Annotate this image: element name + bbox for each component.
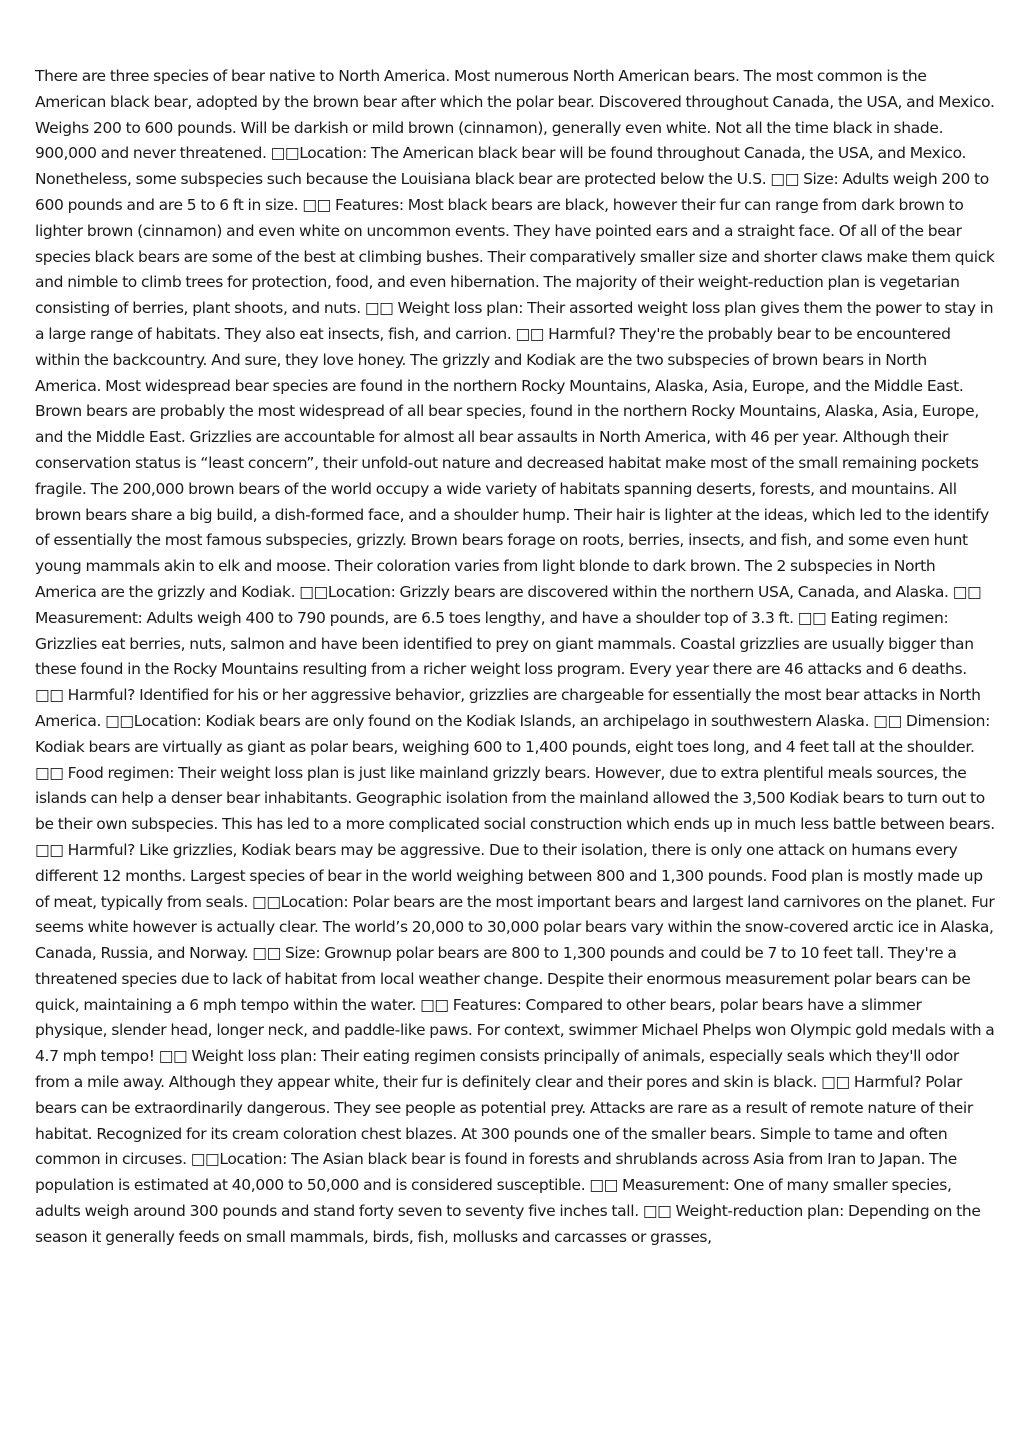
body-paragraph: There are three species of bear native to North America. Most numerous North American bears. The most common is the American black bear, adopted by the brown bear after which the polar bear. Discovered throughout Canada, the USA, and Mexico. Weighs 200 to 600 pounds. Will be darkish or mild brown (cinnamon), generally even white. Not all the time black in shade. 900,000 and never threatened. □□Location: The American black bear will be found throughout Canada, the USA, and Mexico. Nonetheless, some subspecies such because the Louisiana black bear are protected below the U.S. □□ Size: Adults weigh 200 to 600 pounds and are 5 to 6 ft in size. □□ Features: Most black bears are black, however their fur can range from dark brown to lighter brown (cinnamon) and even white on uncommon events. They have pointed ears and a straight face. Of all of the bear species black bears are some of the best at climbing bushes. Their comparatively smaller size and shorter claws make them quick and nimble to climb trees for protection, food, and even hibernation. The majority of their weight-reduction plan is vegetarian consisting of berries, plant shoots, and nuts. □□ Weight loss plan: Their assorted weight loss plan gives them the power to stay in a large range of habitats. They also eat insects, fish, and carrion. □□ Harmful? They're the probably bear to be encountered within the backcountry. And sure, they love honey. The grizzly and Kodiak are the two subspecies of brown bears in North America. Most widespread bear species are found in the northern Rocky Mountains, Alaska, Asia, Europe, and the Middle East. Brown bears are probably the most widespread of all bear species, found in the northern Rocky Mountains, Alaska, Asia, Europe, and the Middle East. Grizzlies are accountable for almost all bear assaults in North America, with 46 per year. Although their conservation status is “least concern”, their unfold-out nature and decreased habitat make most of the small remaining pockets fragile. The 200,000 brown bears of the world occupy a wide variety of habitats spanning deserts, forests, and mountains. All brown bears share a big build, a dish-formed face, and a shoulder hump. Their hair is lighter at the ideas, which led to the identify of essentially the most famous subspecies, grizzly. Brown bears forage on roots, berries, insects, and fish, and some even hunt young mammals akin to elk and moose. Their coloration varies from light blonde to dark brown. The 2 subspecies in North America are the grizzly and Kodiak. □□Location: Grizzly bears are discovered within the northern USA, Canada, and Alaska. □□ Measurement: Adults weigh 400 to 790 pounds, are 6.5 toes lengthy, and have a shoulder top of 3.3 ft. □□ Eating regimen: Grizzlies eat berries, nuts, salmon and have been identified to prey on giant mammals. Coastal grizzlies are usually bigger than these found in the Rocky Mountains resulting from a richer weight loss program. Every year there are 46 attacks and 6 deaths. □□ Harmful? Identified for his or her aggressive behavior, grizzlies are chargeable for essentially the most bear attacks in North America. □□Location: Kodiak bears are only found on the Kodiak Islands, an archipelago in southwestern Alaska. □□ Dimension: Kodiak bears are virtually as giant as polar bears, weighing 600 to 1,400 pounds, eight toes long, and 4 feet tall at the shoulder. □□ Food regimen: Their weight loss plan is just like mainland grizzly bears. However, due to extra plentiful meals sources, the islands can help a denser bear inhabitants. Geographic isolation from the mainland allowed the 3,500 Kodiak bears to turn out to be their own subspecies. This has led to a more complicated social construction which ends up in much less battle between bears. □□ Harmful? Like grizzlies, Kodiak bears may be aggressive. Due to their isolation, there is only one attack on humans every different 12 months. Largest species of bear in the world weighing between 800 and 1,300 pounds. Food plan is mostly made up of meat, typically from seals. □□Location: Polar bears are the most important bears and largest land carnivores on the planet. Fur seems white however is actually clear. The world’s 20,000 to 30,000 polar bears vary within the snow-covered arctic ice in Alaska, Canada, Russia, and Norway. □□ Size: Grownup polar bears are 800 to 1,300 pounds and could be 7 to 10 feet tall. They're a threatened species due to lack of habitat from local weather change. Despite their enormous measurement polar bears can be quick, maintaining a 6 mph tempo within the water. □□ Features: Compared to other bears, polar bears have a slimmer physique, slender head, longer neck, and paddle-like paws. For context, swimmer Michael Phelps won Olympic gold medals with a 4.7 mph tempo! □□ Weight loss plan: Their eating regimen consists principally of animals, especially seals which they'll odor from a mile away. Although they appear white, their fur is definitely clear and their pores and skin is black. □□ Harmful? Polar bears can be extraordinarily dangerous. They see people as potential prey. Attacks are rare as a result of remote nature of their habitat. Recognized for its cream coloration chest blazes. At 300 pounds one of the smaller bears. Simple to tame and often common in circuses. □□Location: The Asian black bear is found in forests and shrublands across Asia from Iran to Japan. The population is estimated at 40,000 to 50,000 and is considered susceptible. □□ Measurement: One of many smaller species, adults weigh around 300 pounds and stand forty seven to seventy five inches tall. □□ Weight-reduction plan: Depending on the season it generally feeds on small mammals, birds, fish, mollusks and carcasses or grasses,	[35, 67, 995, 1246]
document-page	[35, 64, 995, 1251]
